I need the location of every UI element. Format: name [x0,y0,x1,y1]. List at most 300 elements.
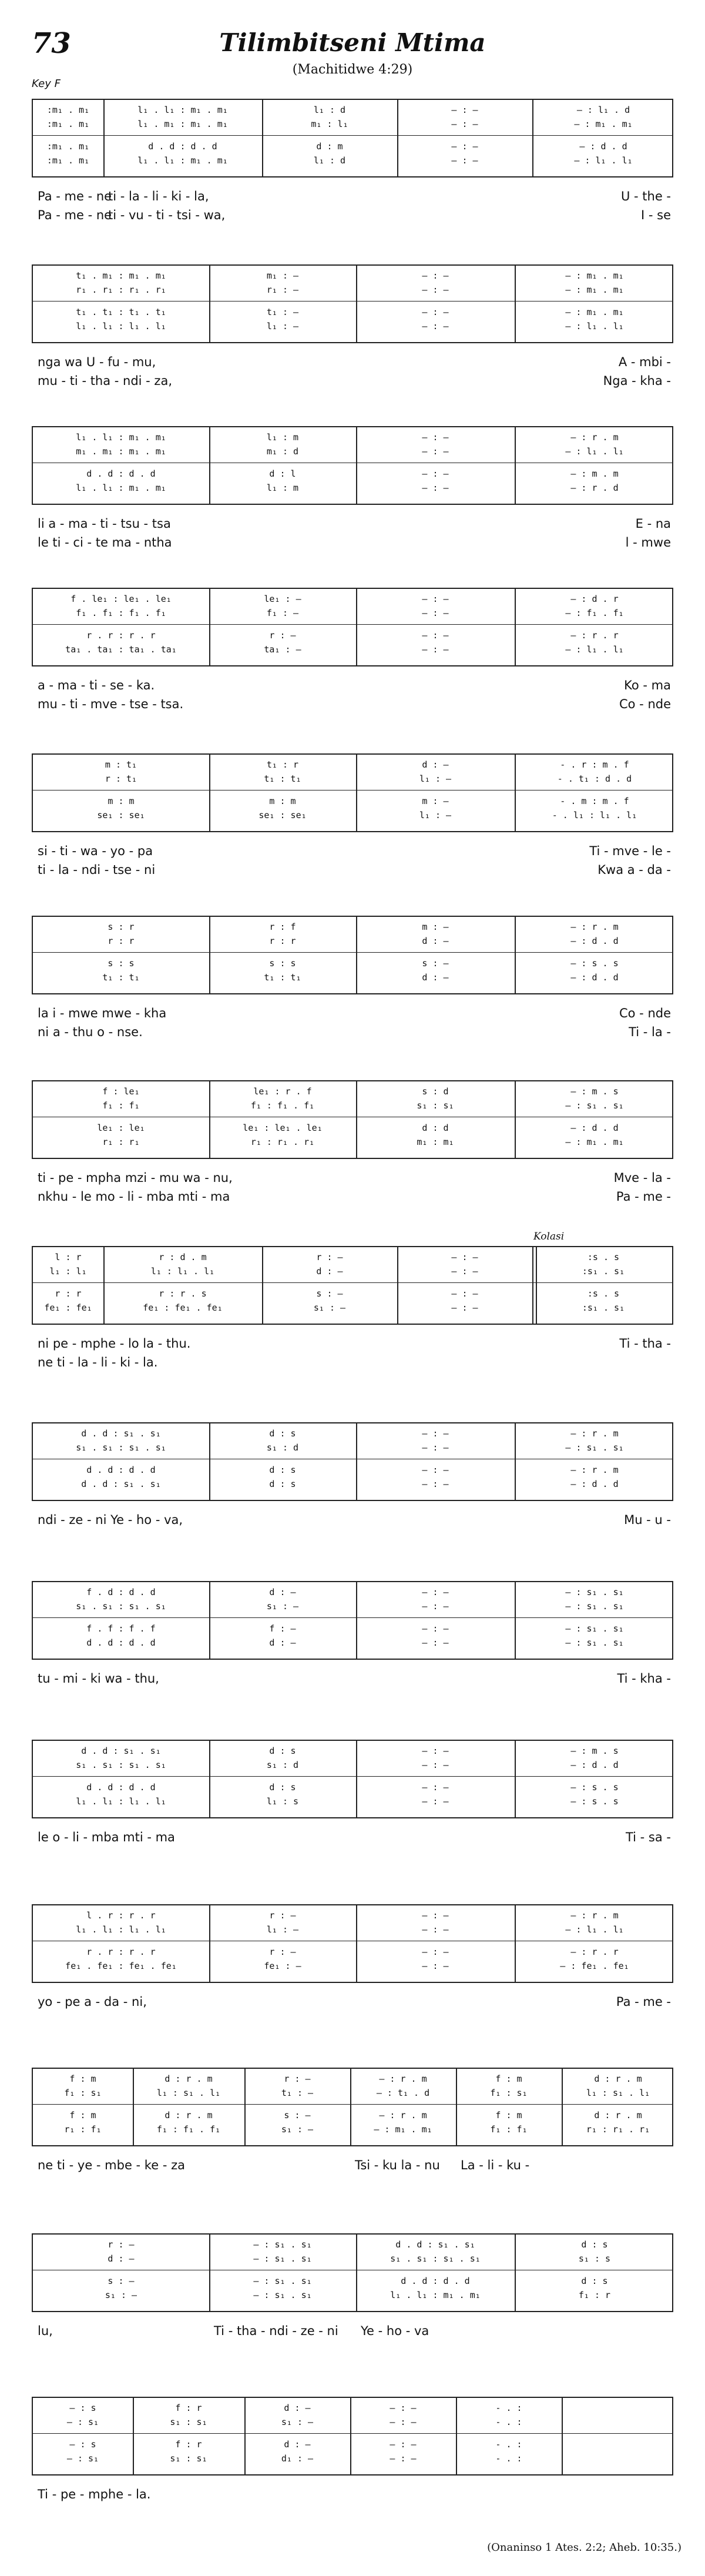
lyric-line [32,2322,673,2340]
note-group: d : r . m [164,2110,213,2121]
note-group: l₁ : d [313,105,346,115]
lyric-line [32,1023,673,1041]
lyrics-block [32,1669,673,1688]
note-group: r : — [269,1910,296,1921]
note-group: ta₁ . ta₁ : ta₁ . ta₁ [65,644,177,655]
note-group: — : — [422,1442,449,1453]
note-group: m₁ : l₁ [311,119,348,129]
note-group: f₁ : r [578,2290,611,2300]
voice-part [33,795,672,808]
voice-part [33,306,672,319]
voice-part [33,2452,672,2465]
note-group: — : t₁ . d [376,2088,430,2098]
voice-part [33,2086,672,2099]
lyric-line [32,371,673,390]
note-group: s₁ . s₁ : s₁ . s₁ [76,1760,166,1770]
note-group: fe₁ : — [264,1961,301,1971]
voice-part [33,1600,672,1613]
part-divider [33,2104,672,2105]
voice-part [33,1795,672,1808]
note-group: d : — [422,759,449,770]
note-group: — : r . m [379,2110,427,2121]
voice-part [33,1909,672,1922]
voice-part [33,1287,672,1300]
sol-fa-staff [32,2068,673,2146]
note-group: — : — [390,2417,417,2427]
note-group: d . d : s₁ . s₁ [81,1479,161,1489]
note-group: — : s . s [570,1796,619,1807]
voice-part [33,1744,672,1757]
voice-part [33,607,672,619]
sol-fa-staff [32,2233,673,2312]
note-group: r : r [269,936,296,946]
lyric-segment: tu - mi - ki wa - thu, [38,1671,159,1686]
voice-part [33,2416,672,2428]
note-group: — : — [422,446,449,457]
note-group: r : — [108,2239,135,2250]
note-group: d : s [269,1746,296,1756]
lyric-line [32,353,673,371]
note-group: se₁ : se₁ [258,810,307,820]
note-group: d : s [269,1479,296,1489]
note-group: — : s₁ . s₁ [253,2276,312,2286]
note-group: d : r . m [594,2110,642,2121]
voice-part [33,1099,672,1112]
note-group: — : m . s [570,1746,619,1756]
note-group: l₁ . l₁ : m₁ . m₁ [76,483,166,493]
note-group: — : m₁ . m₁ [565,307,624,317]
voice-part [33,772,672,785]
voice-part [33,2109,672,2122]
note-group: d . d : d . d [148,141,217,152]
voice-part [33,320,672,333]
voice-part [33,1251,672,1264]
note-group: — : — [422,644,449,655]
score-system [32,2233,673,2340]
note-group: f : m [495,2110,522,2121]
sol-fa-staff [32,753,673,832]
note-group: — : — [422,1924,449,1935]
part-divider [33,135,672,136]
note-group: d : — [284,2439,311,2450]
lyric-segment: Pa - me - [616,1190,671,1204]
lyric-segment: Pa - me - ne [38,189,112,203]
note-group: d . d : d . d [401,2276,470,2286]
voice-part [33,1586,672,1599]
voice-part [33,283,672,296]
voice-part [33,2274,672,2287]
note-group: d . d : d . d [86,468,156,479]
note-group: — : — [451,155,478,166]
voice-part [33,934,672,947]
note-group: — : — [422,1637,449,1648]
lyric-segment: ndi - ze - ni Ye - ho - va, [38,1513,183,1527]
note-group: r₁ . r₁ : r₁ . r₁ [76,284,166,295]
note-group: d : — [422,936,449,946]
note-group: d : — [108,2253,135,2264]
voice-part [33,1959,672,1972]
note-group: s : s [269,958,296,969]
lyric-line [32,1828,673,1847]
note-group: f : r [175,2403,202,2413]
note-group: — : — [422,1961,449,1971]
lyric-segment: A - mbi - [618,355,671,369]
lyric-line [32,842,673,860]
note-group: s : — [108,2276,135,2286]
note-group: f . d : d . d [86,1587,156,1597]
lyric-segment: Ti - mve - le - [589,844,671,858]
note-group: t₁ . m₁ : m₁ . m₁ [76,270,166,281]
note-group: s : r [108,922,135,932]
note-group: — : d . d [570,1123,619,1133]
note-group: l . r : r . r [86,1910,156,1921]
note-group: — : — [422,1796,449,1807]
lyric-segment: si - ti - wa - yo - pa [38,844,153,858]
lyric-line [32,695,673,713]
lyric-segment: Ti - tha - [619,1336,671,1351]
note-group: r : r [108,936,135,946]
note-group: — : m₁ . m₁ [374,2124,432,2135]
note-group: — : — [422,321,449,331]
lyric-line [32,860,673,879]
lyric-line [32,676,673,695]
note-group: l₁ : — [419,810,452,820]
voice-part [33,1758,672,1771]
note-group: — : m₁ . m₁ [565,1137,624,1147]
lyrics-block [32,1510,673,1529]
note-group: l₁ : — [266,321,299,331]
lyric-segment: Ko - ma [624,678,671,692]
note-group: r . r : r . r [86,1947,156,1957]
voice-part [33,2252,672,2265]
voice-part [33,1463,672,1476]
note-group: l₁ : — [419,773,452,784]
note-group: :m₁ . m₁ [46,155,90,166]
note-group: f₁ : s₁ [490,2088,528,2098]
note-group: — : s₁ . s₁ [253,2239,312,2250]
lyric-segment: Tsi - ku la - nu [355,2158,440,2172]
note-group: — : r . r [570,1947,619,1957]
lyric-segment: Mu - u - [624,1513,671,1527]
lyrics-block [32,1992,673,2011]
voice-part [33,118,672,130]
note-group: — : d . d [570,936,619,946]
score-system [32,1740,673,1847]
note-group: — : s . s [570,958,619,969]
note-group: — : — [422,307,449,317]
note-group: - . t₁ : d . d [557,773,632,784]
note-group: s₁ . s₁ : s₁ . s₁ [390,2253,481,2264]
score-system [32,264,673,390]
hymn-title: Tilimbitseni Mtima [219,28,486,57]
voice-part [33,1301,672,1314]
lyric-segment: ne ti - la - li - ki - la. [38,1355,158,1369]
note-group: r₁ : f₁ [64,2124,102,2135]
sol-fa-staff [32,99,673,177]
note-group: — : r . r [570,630,619,641]
voice-part [33,1923,672,1936]
note-group: m : m [108,796,135,806]
note-group: - . r : m . f [560,759,629,770]
note-group: l₁ . l₁ : l₁ . l₁ [76,1924,166,1935]
note-group: r : d . m [159,1252,207,1262]
score-system [32,2068,673,2175]
note-group: f₁ : f₁ [102,1100,140,1111]
note-group: d : s [581,2276,608,2286]
note-group: d : s [581,2239,608,2250]
note-group: s₁ : s₁ [417,1100,454,1111]
note-group: — : f₁ . f₁ [565,608,624,618]
note-group: — : — [422,1479,449,1489]
note-group: r₁ : r₁ . r₁ [586,2124,650,2135]
note-group: s₁ : d [266,1442,299,1453]
lyric-line [32,2156,673,2175]
note-group: — : — [390,2439,417,2450]
note-group: — : r . m [570,1465,619,1475]
note-group: - . : [495,2439,522,2450]
note-group: — : — [390,2403,417,2413]
note-group: f : m [495,2073,522,2084]
note-group: :m₁ . m₁ [46,141,90,152]
note-group: — : d . d [570,1479,619,1489]
note-group: — : — [451,1302,478,1313]
voice-part [33,643,672,656]
note-group: t₁ : — [266,307,299,317]
lyric-segment: ti - la - ndi - tse - ni [38,863,156,877]
note-group: r : — [269,630,296,641]
lyric-segment: I - se [641,208,671,222]
note-group: — : s₁ . s₁ [253,2253,312,2264]
voice-part [33,2401,672,2414]
note-group: — : m . s [570,1086,619,1097]
lyric-line [32,1510,673,1529]
note-group: d : r . m [164,2073,213,2084]
note-group: — : l₁ . d [576,105,630,115]
part-divider [33,301,672,302]
part-divider [33,1282,672,1283]
note-group: m : — [422,796,449,806]
note-group: l₁ . l₁ : l₁ . l₁ [76,1796,166,1807]
voice-part [33,2238,672,2251]
note-group: d . d : s₁ . s₁ [81,1428,161,1439]
note-group: r . r : r . r [86,630,156,641]
note-group: fe₁ . fe₁ : fe₁ . fe₁ [65,1961,177,1971]
note-group: — : s₁ . s₁ [565,1601,624,1612]
note-group: — : r . m [379,2073,427,2084]
note-group: t₁ : t₁ [264,773,301,784]
note-group: l₁ : l₁ [49,1266,87,1277]
note-group: — : — [422,483,449,493]
note-group: — : l₁ . l₁ [574,155,633,166]
part-divider [33,952,672,953]
sol-fa-staff [32,1904,673,1983]
lyric-segment: l - mwe [625,535,671,550]
note-group: f : — [269,1623,296,1634]
note-group: d : — [269,1637,296,1648]
lyric-segment: Ti - la - [629,1025,671,1039]
note-group: d : — [422,972,449,983]
note-group: s₁ . s₁ : s₁ . s₁ [76,1601,166,1612]
lyric-segment: ti - vu - ti - tsi - wa, [108,208,226,222]
section-label: Kolasi [533,1231,565,1242]
note-group: d : s [269,1465,296,1475]
note-group: t₁ . t₁ : t₁ . t₁ [76,307,166,317]
voice-part [33,592,672,605]
note-group: s₁ : s [578,2253,611,2264]
note-group: :s₁ . s₁ [582,1302,625,1313]
lyrics-block [32,353,673,390]
lyric-segment: le o - li - mba mti - ma [38,1830,175,1844]
lyric-segment: yo - pe a - da - ni, [38,1995,147,2009]
note-group: — : — [451,119,478,129]
note-group: d . d : s₁ . s₁ [81,1746,161,1756]
note-group: — : fe₁ . fe₁ [560,1961,629,1971]
voice-part [33,1265,672,1278]
part-divider [33,1617,672,1618]
lyric-line [32,206,673,225]
note-group: — : — [422,1428,449,1439]
voice-part [33,467,672,480]
score-system [32,1231,673,1372]
note-group: :s₁ . s₁ [582,1266,625,1277]
voice-part [33,1622,672,1635]
note-group: — : d . r [570,594,619,604]
hymn-scripture-reference: (Machitidwe 4:29) [292,62,413,77]
note-group: — : s₁ . s₁ [565,1623,624,1634]
sol-fa-staff [32,2397,673,2475]
note-group: — : s₁ . s₁ [565,1637,624,1648]
note-group: d : d [422,1123,449,1133]
note-group: f : m [69,2073,96,2084]
note-group: t₁ : t₁ [102,972,140,983]
sol-fa-staff [32,1740,673,1818]
key-signature: Key F [32,78,61,90]
lyric-segment: ni a - thu o - nse. [38,1025,143,1039]
note-group: f . le₁ : le₁ . le₁ [70,594,172,604]
note-group: m₁ : m₁ [417,1137,454,1147]
score-system [32,916,673,1041]
note-group: l₁ . l₁ : m₁ . m₁ [390,2290,481,2300]
lyric-segment: mu - ti - tha - ndi - za, [38,374,173,388]
lyric-segment: le ti - ci - te ma - ntha [38,535,172,550]
note-group: s₁ : — [313,1302,346,1313]
note-group: — : — [390,2453,417,2464]
voice-part [33,1441,672,1454]
note-group: l₁ . l₁ : m₁ . m₁ [137,155,228,166]
voice-part [33,1781,672,1794]
voice-part [33,445,672,458]
lyric-segment: nkhu - le mo - li - mba mti - ma [38,1190,230,1204]
note-group: le₁ : le₁ . le₁ [243,1123,323,1133]
sol-fa-staff [32,588,673,666]
sol-fa-staff [32,1422,673,1501]
note-group: r : r [55,1288,82,1299]
voice-part [33,1478,672,1490]
lyric-line [32,1669,673,1688]
note-group: l : r [55,1252,82,1262]
lyric-segment: U - the - [620,189,671,203]
note-group: d : l [269,468,296,479]
voice-part [33,1121,672,1134]
note-group: — : s₁ [66,2453,99,2464]
note-group: — : — [422,1465,449,1475]
note-group: s₁ . s₁ : s₁ . s₁ [76,1442,166,1453]
lyric-segment: Ye - ho - va [361,2324,429,2338]
lyric-segment: lu, [38,2324,53,2338]
note-group: d : s [269,1782,296,1793]
note-group: l₁ . l₁ : m₁ . m₁ [76,432,166,443]
note-group: m₁ : — [266,270,299,281]
score-system [32,753,673,879]
note-group: :m₁ . m₁ [46,119,90,129]
lyric-line [32,1004,673,1023]
note-group: s₁ : d [266,1760,299,1770]
note-group: t₁ : — [281,2088,314,2098]
lyric-line [32,187,673,206]
note-group: l₁ . l₁ : l₁ . l₁ [76,321,166,331]
note-group: s₁ : — [281,2124,314,2135]
note-group: s : s [108,958,135,969]
lyric-segment: ti - pe - mpha mzi - mu wa - nu, [38,1171,233,1185]
lyric-segment: ne ti - ye - mbe - ke - za [38,2158,185,2172]
note-group: r₁ : r₁ . r₁ [250,1137,315,1147]
voice-part [33,920,672,933]
lyric-segment: La - li - ku - [461,2158,530,2172]
lyric-segment: Pa - me - ne [38,208,112,222]
note-group: — : — [422,1910,449,1921]
lyric-segment: Ti - pe - mphe - la. [38,2487,151,2501]
note-group: r : t₁ [105,773,137,784]
lyrics-block [32,514,673,552]
note-group: l₁ : m [266,432,299,443]
note-group: - . : [495,2417,522,2427]
note-group: — : — [422,1623,449,1634]
voice-part [33,809,672,822]
part-divider [33,624,672,625]
lyric-line [32,1168,673,1187]
lyrics-block [32,1334,673,1372]
note-group: — : s [69,2439,96,2450]
lyrics-block [32,676,673,713]
note-group: d : s [269,1428,296,1439]
voice-part [33,758,672,771]
note-group: — : — [451,105,478,115]
note-group: :s . s [587,1288,620,1299]
note-group: fe₁ : fe₁ [44,1302,92,1313]
note-group: ta₁ : — [264,644,301,655]
voice-part [33,971,672,984]
note-group: f₁ . f₁ : f₁ . f₁ [76,608,166,618]
sol-fa-staff [32,1080,673,1159]
voice-part [33,1427,672,1440]
note-group: fe₁ : fe₁ . fe₁ [143,1302,223,1313]
lyric-line [32,514,673,533]
note-group: — : — [422,1746,449,1756]
lyric-segment: ni pe - mphe - lo la - thu. [38,1336,191,1351]
note-group: — : — [451,1288,478,1299]
note-group: — : s₁ [66,2417,99,2427]
note-group: f₁ : f₁ . f₁ [156,2124,221,2135]
lyrics-block [32,2156,673,2175]
note-group: d : — [316,1266,343,1277]
note-group: — : l₁ . l₁ [565,644,624,655]
note-group: — : — [451,141,478,152]
note-group: — : s₁ . s₁ [565,1100,624,1111]
note-group: l₁ : s [266,1796,299,1807]
note-group: l₁ . l₁ : m₁ . m₁ [137,105,228,115]
note-group: s₁ : — [105,2290,137,2300]
note-group: r₁ : — [266,284,299,295]
